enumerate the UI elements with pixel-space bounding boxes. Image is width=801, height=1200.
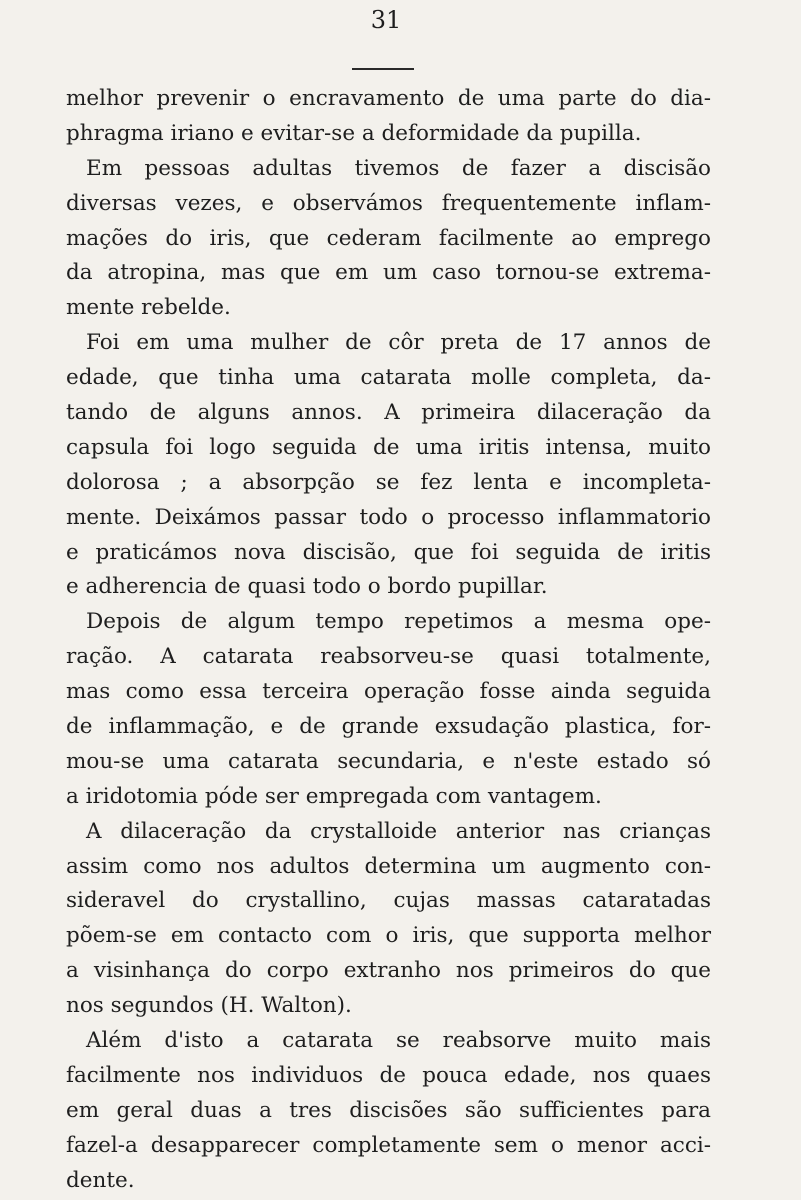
text-line: fazel-a desapparecer completamente sem o menor acci- — [66, 1132, 711, 1158]
text-line: tando de alguns annos. A primeira dilaceração da — [66, 400, 711, 426]
text-line: nos segundos (H. Walton). — [66, 993, 352, 1019]
text-line: e adherencia de quasi todo o bordo pupillar. — [66, 574, 548, 600]
text-line: a visinhança do corpo extranho nos primeiros do que — [66, 958, 711, 984]
body-text — [66, 82, 711, 1199]
text-line: Foi em uma mulher de côr preta de 17 annos de — [86, 330, 711, 356]
text-line: edade, que tinha uma catarata molle completa, da- — [66, 365, 711, 391]
text-line: Além d'isto a catarata se reabsorve muito mais — [86, 1028, 711, 1054]
page-number: 31 — [370, 6, 402, 34]
text-line: mações do iris, que cederam facilmente ao emprego — [66, 225, 711, 251]
text-line: dente. — [66, 1167, 135, 1193]
header-rule — [352, 68, 414, 70]
text-line: mente. Deixámos passar todo o processo inflammatorio — [66, 504, 711, 530]
text-line: capsula foi logo seguida de uma iritis intensa, muito — [66, 434, 711, 460]
text-line: a iridotomia póde ser empregada com vantagem. — [66, 783, 602, 809]
text-line: mas como essa terceira operação fosse ainda seguida — [66, 679, 711, 705]
text-line: da atropina, mas que em um caso tornou-se extrema- — [66, 260, 711, 286]
text-line: mou-se uma catarata secundaria, e n'este estado só — [66, 748, 711, 774]
text-line: dolorosa ; a absorpção se fez lenta e incompleta- — [66, 469, 711, 495]
text-line: de inflammação, e de grande exsudação plastica, for- — [66, 714, 711, 740]
text-line: mente rebelde. — [66, 295, 231, 321]
text-line: phragma iriano e evitar-se a deformidade da pupilla. — [66, 120, 642, 146]
text-line: Depois de algum tempo repetimos a mesma ope- — [86, 609, 711, 635]
text-line: sideravel do crystallino, cujas massas cataratadas — [66, 888, 711, 914]
text-line: melhor prevenir o encravamento de uma parte do dia- — [66, 86, 711, 111]
text-line: em geral duas a tres discisões são sufficientes para — [66, 1097, 711, 1123]
text-line: diversas vezes, e observámos frequentemente inflam- — [66, 190, 711, 216]
text-line: e praticámos nova discisão, que foi seguida de iritis — [66, 539, 711, 565]
text-line: A dilaceração da crystalloide anterior nas crianças — [86, 818, 711, 844]
text-line: assim como nos adultos determina um augmento con- — [66, 853, 711, 879]
text-line: põem-se em contacto com o iris, que supporta melhor — [66, 923, 711, 949]
text-line: ração. A catarata reabsorveu-se quasi totalmente, — [66, 644, 711, 670]
text-line: Em pessoas adultas tivemos de fazer a discisão — [86, 155, 711, 181]
text-line: facilmente nos individuos de pouca edade, nos quaes — [66, 1062, 711, 1088]
